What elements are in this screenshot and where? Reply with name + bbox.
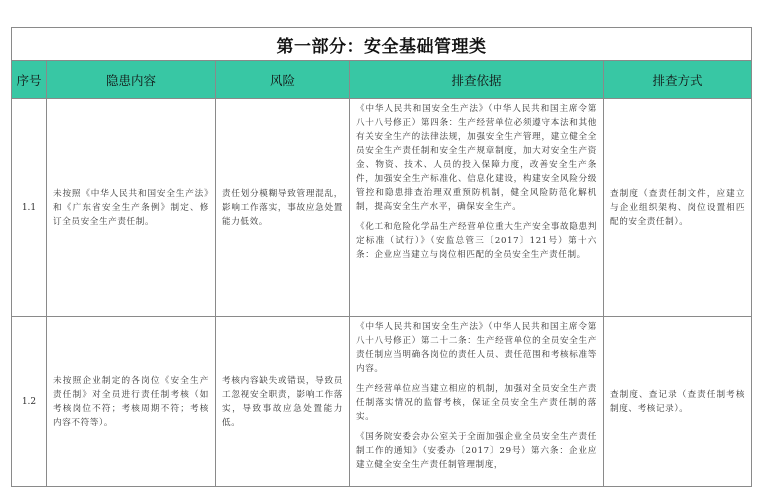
basis-paragraph: 《中华人民共和国安全生产法》（中华人民共和国主席令第八十八号修正）第四条：生产经营单位必须遵守本法和其他有关安全生产的法律法规，加强安全生产管理，建立健全全员安全生产责任制和安全生产规章制度，加大对安全生产资金、物资、技术、人员的投入保障力度，改善安全生产条件，加强安全生产标准化、信息化建设，构建安全风险分级管控和隐患排查治理双重预防机制，健全风险防范化解机制，提高安全生产水平，确保安全生产。 (356, 104, 597, 212)
hazard-cell: 未按照企业制定的各岗位《安全生产责任制》对全员进行责任制考核（如考核岗位不符；考核周期不符；考核内容不符等）。 (47, 317, 216, 487)
header-method: 排查方式 (604, 61, 752, 99)
risk-cell: 责任划分模糊导致管理混乱，影响工作落实，事故应急处置能力低效。 (216, 99, 350, 317)
basis-paragraph: 《中华人民共和国安全生产法》（中华人民共和国主席令第八十八号修正）第二十二条：生产经营单位的全员安全生产责任制应当明确各岗位的责任人员、责任范围和考核标准等内容。 (356, 322, 597, 374)
title-row (12, 28, 752, 61)
hazard-cell: 未按照《中华人民共和国安全生产法》和《广东省安全生产条例》制定、修订全员安全生产责任制。 (47, 99, 216, 317)
table-row (12, 317, 752, 487)
header-row (12, 61, 752, 99)
risk-cell: 考核内容缺失或错误，导致员工忽视安全职责，影响工作落实，导致事故应急处置能力低。 (216, 317, 350, 487)
table-row (12, 99, 752, 317)
hazard-table (11, 27, 752, 487)
basis-clip (356, 320, 597, 486)
basis-paragraph: 生产经营单位应当建立相应的机制，加强对全员安全生产责任制落实情况的监督考核，保证全员安全生产责任制的落实。 (356, 384, 597, 422)
method-cell: 查制度（查责任制文件，应建立与企业组织架构、岗位设置相匹配的安全责任制）。 (604, 99, 752, 317)
method-cell: 查制度、查记录（查责任制考核制度、考核记录）。 (604, 317, 752, 487)
basis-paragraph: 《化工和危险化学品生产经营单位重大生产安全事故隐患判定标准（试行）》（安监总管三〔2017〕121号）第十六条：企业应当建立与岗位相匹配的全员安全生产责任制。 (356, 222, 597, 260)
basis-cell (350, 317, 604, 487)
section-title: 第一部分：安全基础管理类 (12, 28, 752, 61)
header-risk: 风险 (216, 61, 350, 99)
header-no: 序号 (12, 61, 47, 99)
hazard-table-container (11, 27, 751, 487)
row-number: 1.2 (12, 317, 47, 487)
basis-cell (350, 99, 604, 317)
row-number: 1.1 (12, 99, 47, 317)
header-hazard: 隐患内容 (47, 61, 216, 99)
header-basis: 排查依据 (350, 61, 604, 99)
basis-paragraph: 《国务院安委会办公室关于全面加强企业全员安全生产责任制工作的通知》（安委办〔2017〕29号）第六条：企业应建立健全安全生产责任制管理制度， (356, 432, 597, 470)
